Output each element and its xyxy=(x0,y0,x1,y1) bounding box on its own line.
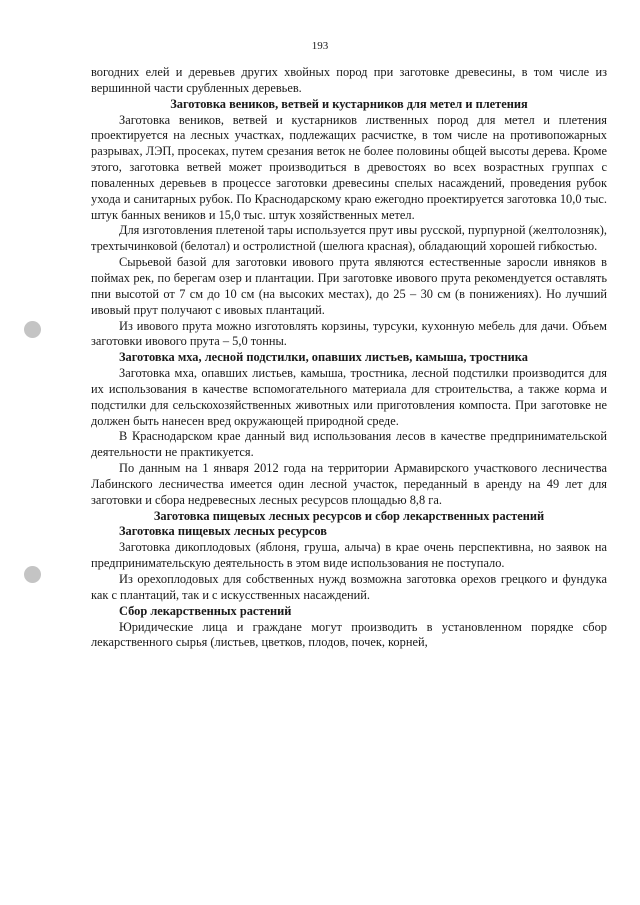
subsection-heading: Заготовка пищевых лесных ресурсов xyxy=(119,524,327,539)
paragraph: Для изготовления плетеной тары используется прут ивы русской, пурпурной (желтолозняк), трехтычинковой (белотал) и остролистной (шелюга красная), обладающий хорошей гибкостью. xyxy=(91,223,607,254)
paragraph: вогодних елей и деревьев других хвойных пород при заготовке древесины, в том числе из вершинной части срубленных деревьев. xyxy=(91,65,607,95)
binder-hole xyxy=(24,566,41,583)
paragraph: Заготовка дикоплодовых (яблоня, груша, алыча) в крае очень перспективна, но заявок на предпринимательскую деятельность в этом виде использования не поступало. xyxy=(91,540,607,571)
paragraph: Сырьевой базой для заготовки ивового прута являются естественные заросли ивняков в поймах рек, по берегам озер и плантации. При заготовке ивового прута рекомендуется оставлять пни высотой от 7 см до 10 см (на высоких местах), до 25 – 30 см (в понижениях). Но лучший ивовый прут получают с ивовых плантаций. xyxy=(91,255,607,317)
section-heading: Заготовка веников, ветвей и кустарников для метел и плетения xyxy=(170,96,528,111)
paragraph: Юридические лица и граждане могут производить в установленном порядке сбор лекарственного сырья (листьев, цветков, плодов, почек, корней, xyxy=(91,619,607,650)
section-heading: Заготовка мха, лесной подстилки, опавших листьев, камыша, тростника xyxy=(119,350,528,365)
section-heading: Заготовка пищевых лесных ресурсов и сбор лекарственных растений xyxy=(153,508,545,523)
page-body xyxy=(91,65,607,651)
paragraph: По данным на 1 января 2012 года на территории Армавирского участкового лесничества Лабинского лесничества имеется один лесной участок, переданный в аренду на 49 лет для заготовки и сбора недревесных лесных ресурсов площадью 8,8 га. xyxy=(91,461,607,507)
paragraph: Заготовка мха, опавших листьев, камыша, тростника, лесной подстилки производится для их использования в качестве вспомогательного материала для строительства, а также корма и подстилки для сельскохозяйственных животных или приготовления компоста. При заготовке не должен быть нанесен вред окружающей природной среде. xyxy=(91,366,607,428)
paragraph: В Краснодарском крае данный вид использования лесов в качестве предпринимательской деятельности не практикуется. xyxy=(91,429,607,460)
paragraph: Заготовка веников, ветвей и кустарников лиственных пород для метел и плетения проектируется на лесных участках, подлежащих расчистке, в том числе на противопожарных разрывах, ЛЭП, просеках, путем срезания веток не более половины общей высоты дерева. Кроме этого, заготовка ветвей может производиться в древостоях во всех возрастных группах с поваленных деревьев в процессе заготовки древесины спелых насаждений, проведения рубок ухода и санитарных рубок. По Краснодарскому краю ежегодно проектируется заготовка 10,0 тыс. штук банных веников и 15,0 тыс. штук хозяйственных метел. xyxy=(91,112,607,222)
paragraph: Из орехоплодовых для собственных нужд возможна заготовка орехов грецкого и фундука как с плантаций, так и с искусственных насаждений. xyxy=(91,572,607,602)
page-number: 193 xyxy=(311,40,329,52)
subsection-heading: Сбор лекарственных растений xyxy=(119,603,292,618)
binder-hole xyxy=(24,321,41,338)
paragraph: Из ивового прута можно изготовлять корзины, турсуки, кухонную мебель для дачи. Объем заготовки ивового прута – 5,0 тонны. xyxy=(91,318,607,349)
